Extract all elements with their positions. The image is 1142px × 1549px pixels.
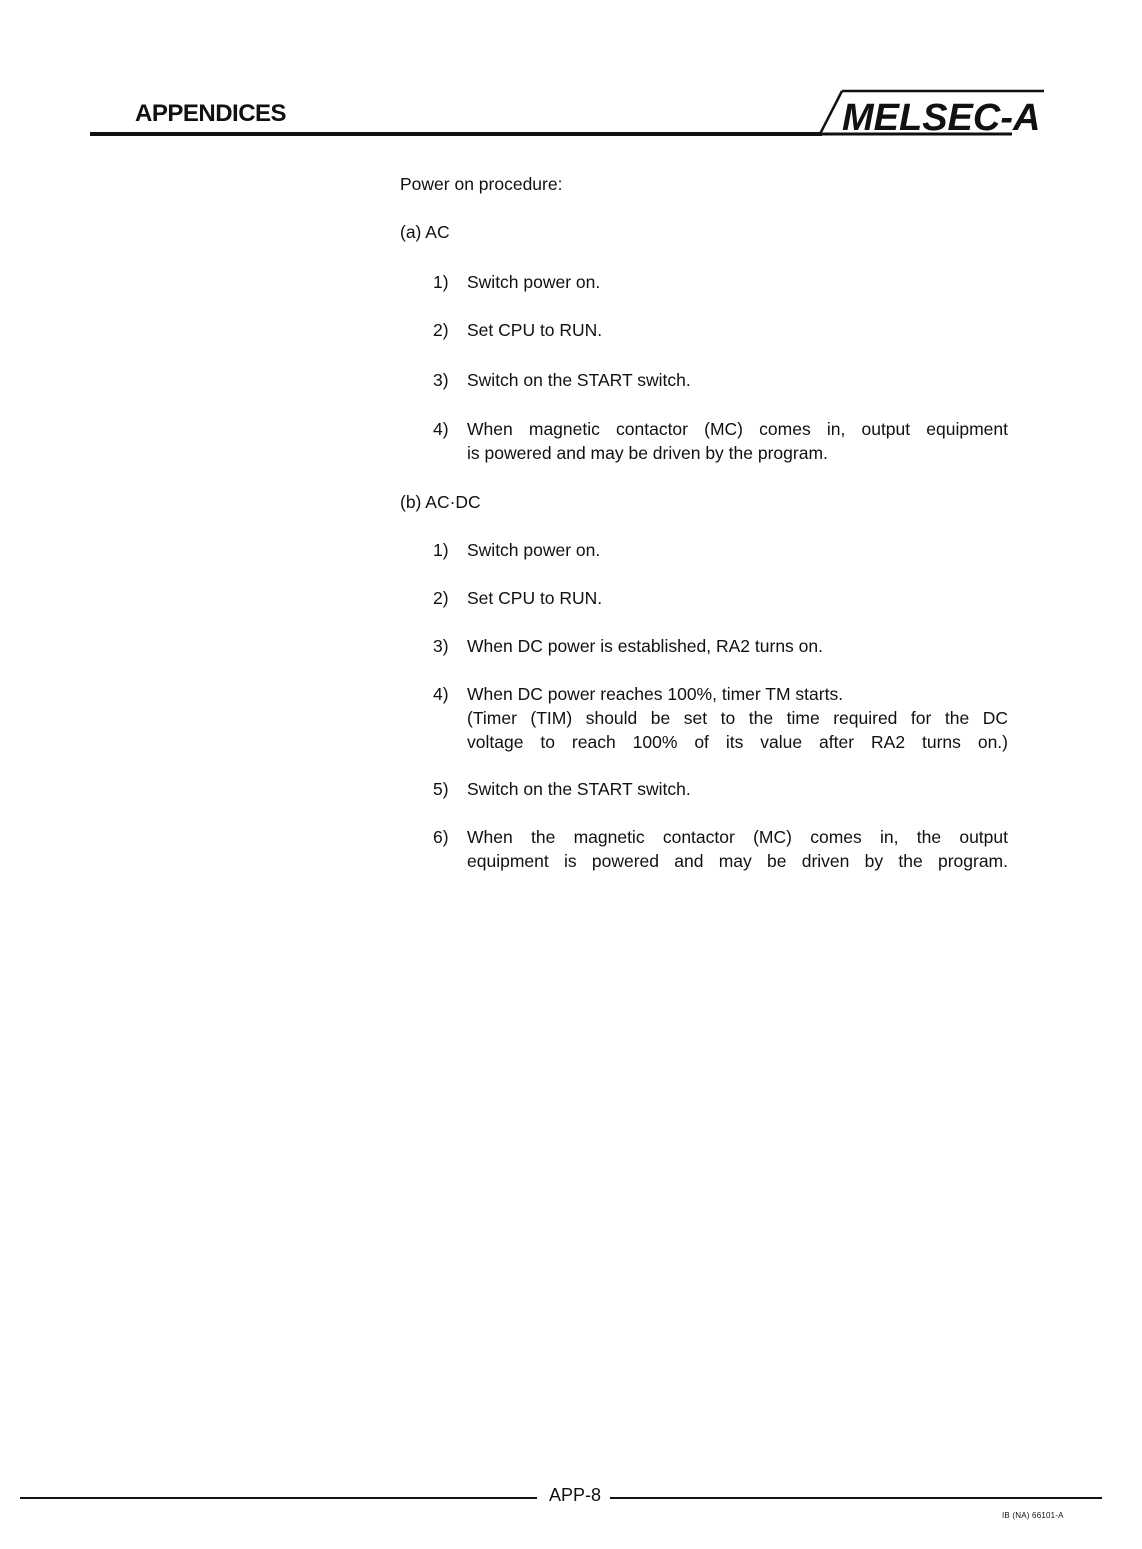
item-text: Set CPU to RUN. [467,320,603,340]
footer-rule [20,1497,537,1499]
item-text: Switch on the START switch. [467,779,691,799]
item-number: 4) [433,419,449,439]
document-code: IB (NA) 66101-A [1002,1511,1064,1520]
melsec-logo [812,86,1062,148]
footer-rule [610,1497,1102,1499]
item-text: Switch power on. [467,540,601,560]
item-text [467,825,1008,873]
item-line: (Timer (TIM) should be set to the time required for the DC [467,708,1008,728]
page-number: APP-8 [549,1485,602,1505]
item-number: 2) [433,320,449,340]
item-line: equipment is powered and may be driven by the program. [467,851,1008,871]
header-rule [90,132,822,136]
item-text: Switch on the START switch. [467,370,691,390]
item-number: 3) [433,636,449,656]
item-number: 5) [433,779,449,799]
item-number: 1) [433,272,449,292]
brand-text: MELSEC-A [842,97,1041,139]
item-number: 6) [433,827,449,847]
section-title: APPENDICES [135,100,287,127]
intro-text: Power on procedure: [400,174,563,194]
item-text [467,417,1008,465]
item-line: is powered and may be driven by the program. [467,443,828,463]
item-line: When DC power reaches 100%, timer TM starts. [467,684,844,704]
item-text: Switch power on. [467,272,601,292]
item-line: When the magnetic contactor (MC) comes in, the output [467,827,1008,847]
item-number: 1) [433,540,449,560]
section-label-b: (b) AC·DC [400,492,481,512]
item-number: 2) [433,588,449,608]
section-label-a: (a) AC [400,222,450,242]
item-line: When magnetic contactor (MC) comes in, output equipment [467,419,1008,439]
item-text: Set CPU to RUN. [467,588,603,608]
item-number: 3) [433,370,449,390]
item-text [467,682,1008,754]
item-number: 4) [433,684,449,704]
item-line: voltage to reach 100% of its value after RA2 turns on.) [467,732,1008,752]
item-text: When DC power is established, RA2 turns on. [467,636,823,656]
